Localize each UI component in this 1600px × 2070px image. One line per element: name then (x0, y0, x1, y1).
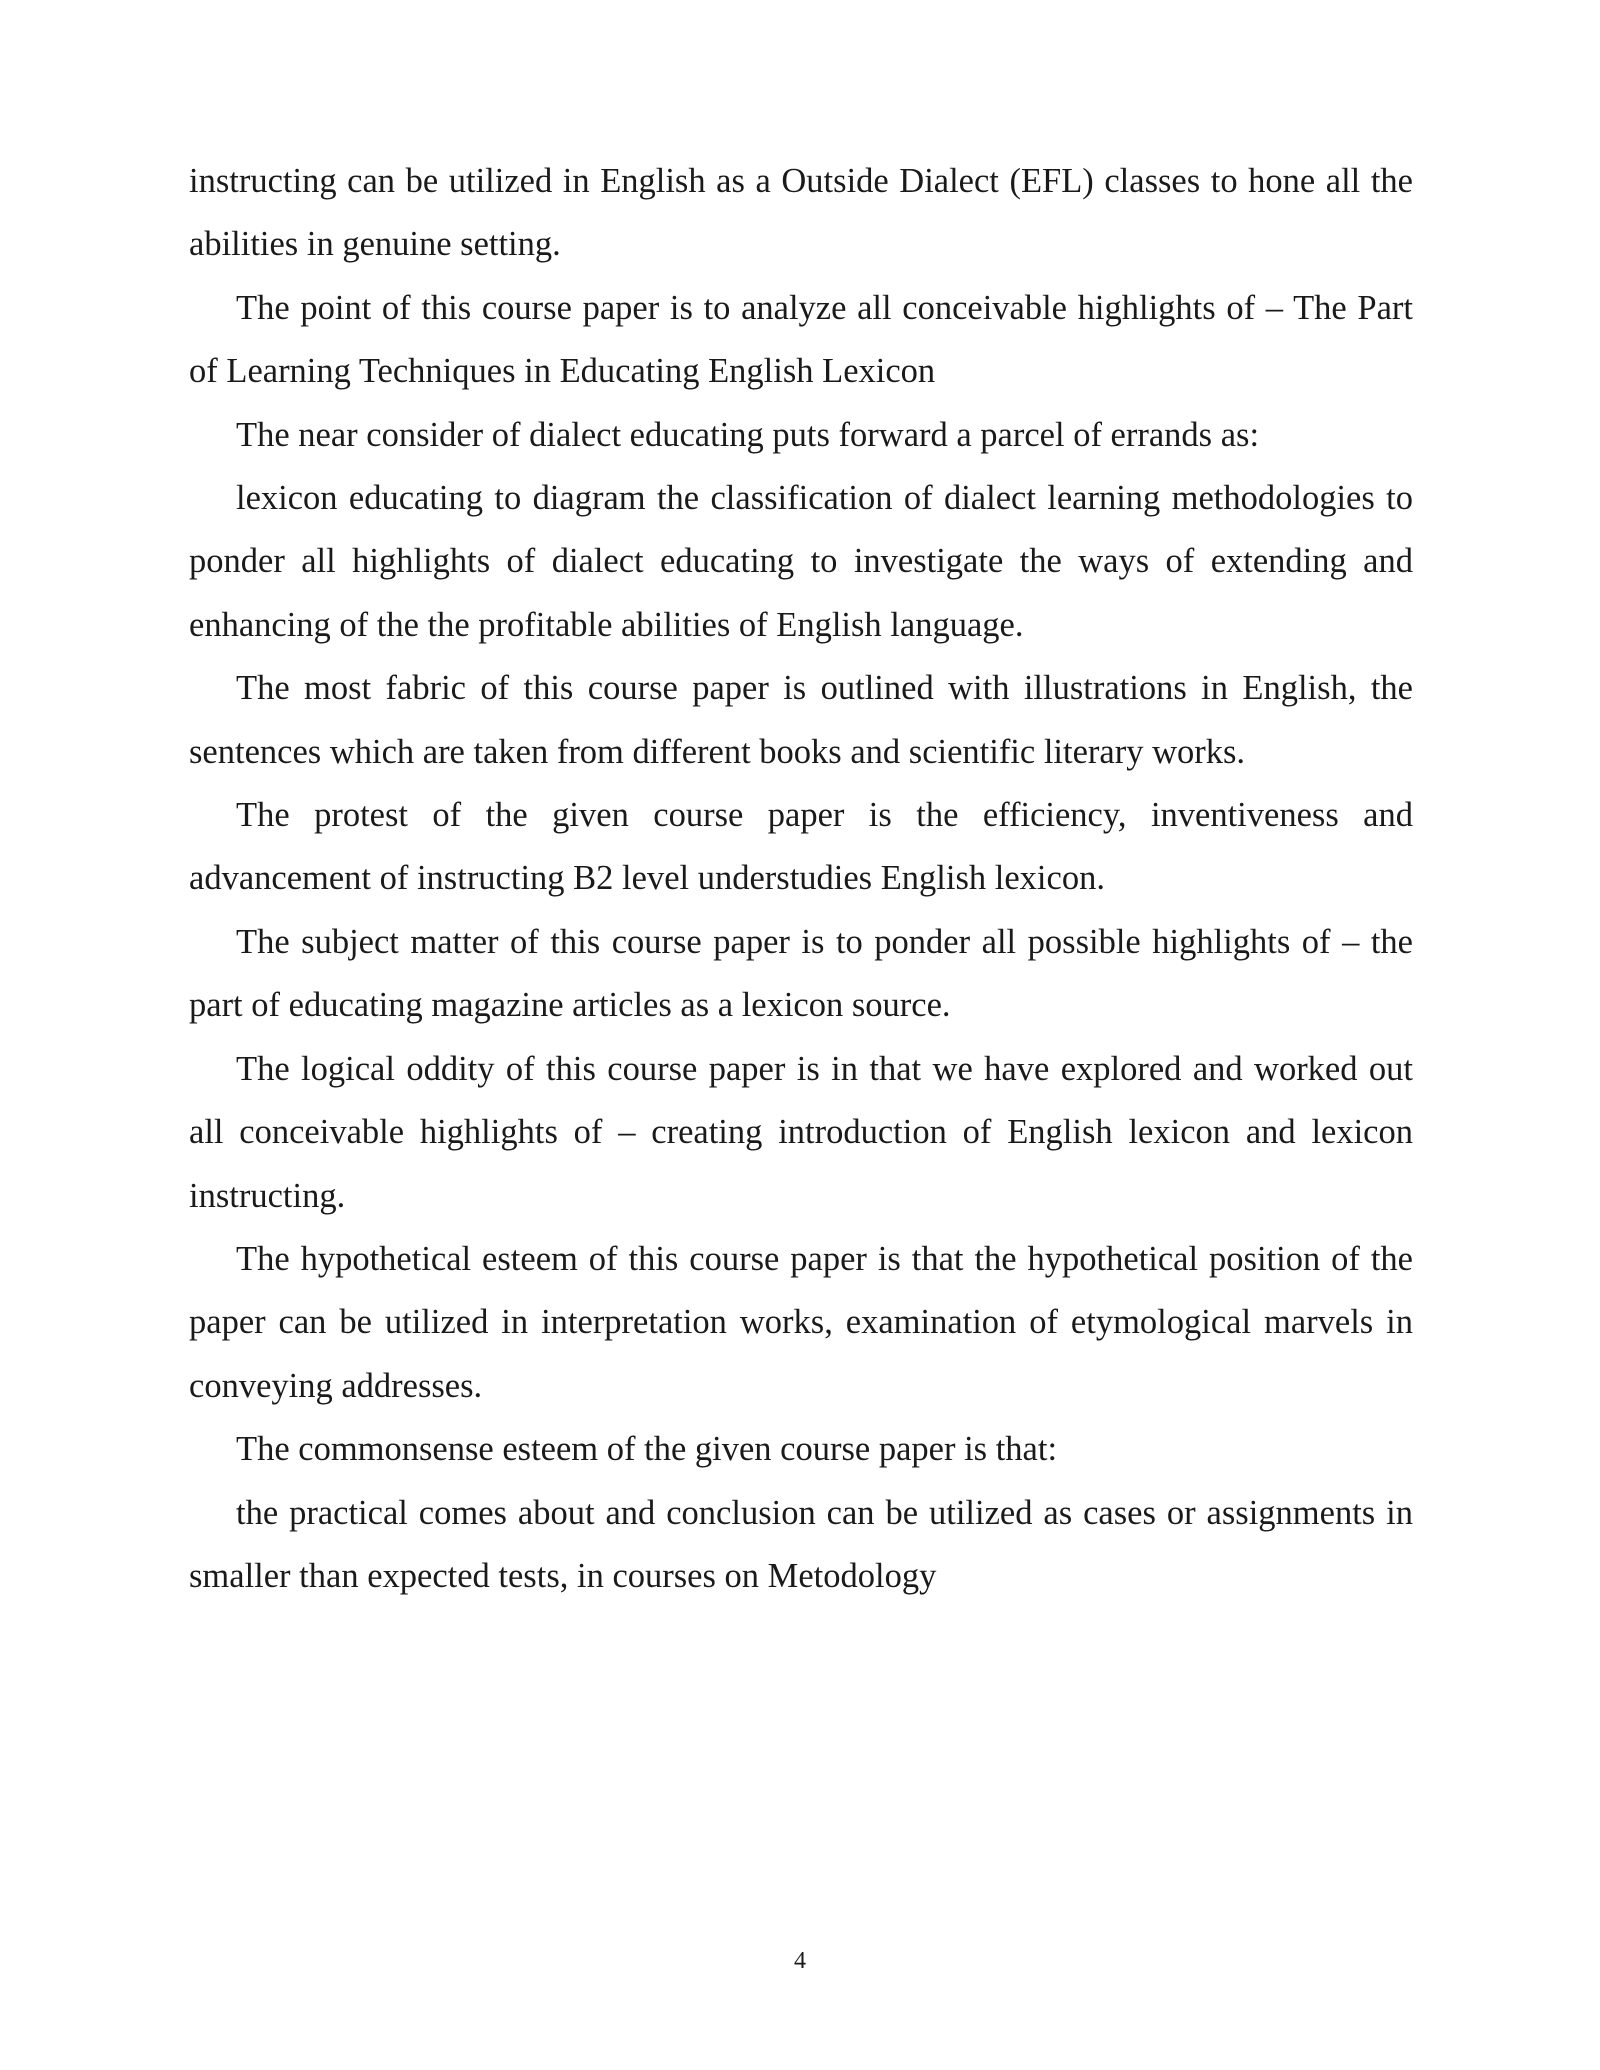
paragraph-tasks-intro: The near consider of dialect educating puts forward a parcel of errands as: (236, 415, 1260, 454)
paragraph-practical-value-intro: The commonsense esteem of the given course paper is that: (236, 1430, 1058, 1469)
paragraph-practical-value: the practical comes about and conclusion can be utilized as cases or assignments in smaller than expected tests, in courses on Metodology (189, 1493, 1413, 1595)
paragraph-aim: The point of this course paper is to analyze all conceivable highlights of – The Part of Learning Techniques in Educating English Lexicon (189, 288, 1413, 391)
page-number: 4 (794, 1948, 806, 1974)
paragraph-tasks: lexicon educating to diagram the classification of dialect learning methodologies to ponder all highlights of dialect educating to investigate the ways of extending and enhancing of the the profitable abilities of English language. (189, 479, 1413, 644)
paragraph-efl-continuation: instructing can be utilized in English as a Outside Dialect (EFL) classes to hone all the abilities in genuine setting. (189, 162, 1413, 264)
paragraph-material: The most fabric of this course paper is outlined with illustrations in English, the sentences which are taken from different books and scientific literary works. (189, 669, 1413, 771)
paragraph-object: The protest of the given course paper is the efficiency, inventiveness and advancement of instructing B2 level understudies English lexicon. (189, 796, 1413, 898)
paragraph-novelty: The logical oddity of this course paper is in that we have explored and worked out all conceivable highlights of – creating introduction of English lexicon and lexicon instructing. (189, 1049, 1413, 1215)
paragraph-theoretical-value: The hypothetical esteem of this course paper is that the hypothetical position of the paper can be utilized in interpretation works, examination of etymological marvels in conveying addresses. (189, 1239, 1413, 1405)
body-text (189, 150, 1413, 1608)
paragraph-subject: The subject matter of this course paper is to ponder all possible highlights of – the part of educating magazine articles as a lexicon source. (189, 922, 1413, 1025)
